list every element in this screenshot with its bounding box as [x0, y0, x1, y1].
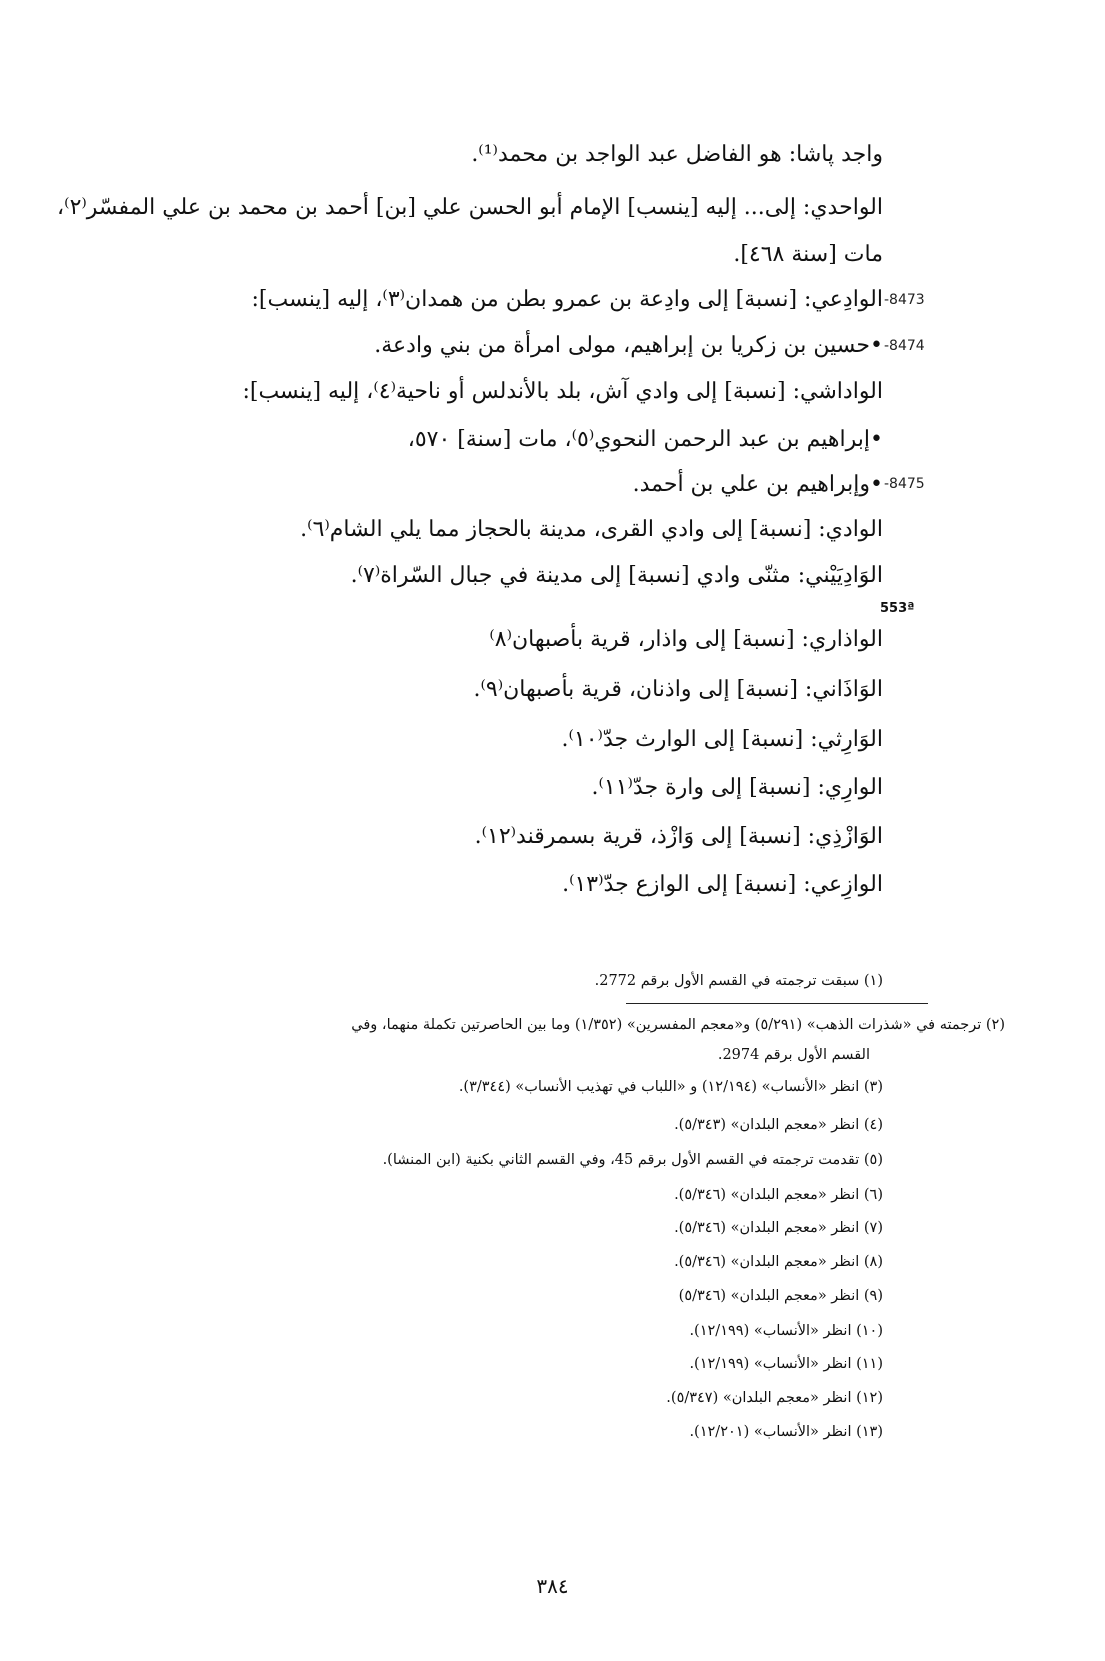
entry-line: الواذاري: [نسبة] إلى واذار، قرية بأصبهان⁽٨⁾	[489, 627, 883, 652]
entry-line: الوادِعي: [نسبة] إلى وادِعة بن عمرو بطن من همدان⁽٣⁾، إليه [ينسب]:	[251, 287, 883, 312]
entry-number: -8474	[884, 338, 925, 354]
entry-line: واجد پاشا: هو الفاضل عبد الواجد بن محمد⁽¹⁾.	[471, 142, 883, 167]
entry-line: مات [سنة ٤٦٨].	[733, 242, 883, 267]
entry-line: الوَاذَاني: [نسبة] إلى واذنان، قرية بأصبهان⁽٩⁾.	[473, 677, 883, 702]
footnote: (٥) تقدمت ترجمته في القسم الأول برقم 45، وفي القسم الثاني بكنية (ابن المنشا).	[382, 1152, 883, 1168]
entry-line: •إبراهيم بن عبد الرحمن النحوي⁽٥⁾، مات [سنة] ٥٧٠،	[407, 427, 883, 452]
footnote: (٦) انظر «معجم البلدان» (٥/٣٤٦).	[674, 1187, 883, 1203]
footnote: (٢) ترجمته في «شذرات الذهب» (٥/٢٩١) و«معجم المفسرين» (١/٣٥٢) وما بين الحاصرتين تكملة منهما، وفي	[351, 1017, 1005, 1033]
footnote: (٣) انظر «الأنساب» (١٢/١٩٤) و «اللباب في تهذيب الأنساب» (٣/٣٤٤).	[458, 1079, 883, 1095]
entry-line: الواحدي: إلى... إليه [ينسب] الإمام أبو الحسن علي [بن] أحمد بن محمد بن علي المفسّر⁽٢⁾،	[57, 195, 883, 220]
footnote: القسم الأول برقم 2974.	[717, 1047, 870, 1063]
footnote: (١٠) انظر «الأنساب» (١٢/١٩٩).	[689, 1323, 883, 1339]
footnote: (٤) انظر «معجم البلدان» (٥/٣٤٣).	[674, 1117, 883, 1133]
page-number: ٣٨٤	[536, 1574, 569, 1598]
entry-line: الوارِي: [نسبة] إلى وارة جدّ⁽١١⁾.	[591, 775, 883, 800]
entry-line: الوادي: [نسبة] إلى وادي القرى، مدينة بالحجاز مما يلي الشام⁽٦⁾.	[300, 517, 883, 542]
entry-number: -8473	[884, 292, 925, 308]
footnote: (٧) انظر «معجم البلدان» (٥/٣٤٦).	[674, 1220, 883, 1236]
footnote: (٨) انظر «معجم البلدان» (٥/٣٤٦).	[674, 1254, 883, 1270]
footnote: (١٣) انظر «الأنساب» (١٢/٢٠١).	[689, 1424, 883, 1440]
entry-line: الوازِعي: [نسبة] إلى الوازع جدّ⁽١٣⁾.	[562, 872, 883, 897]
entry-line: الواداشي: [نسبة] إلى وادي آش، بلد بالأندلس أو ناحية⁽٤⁾، إليه [ينسب]:	[242, 379, 883, 404]
entry-line: الوَازْذِي: [نسبة] إلى وَازْذ، قرية بسمرقند⁽١٢⁾.	[474, 824, 883, 849]
footnote: (٩) انظر «معجم البلدان» (٥/٣٤٦)	[678, 1288, 883, 1304]
footnote: (١٢) انظر «معجم البلدان» (٥/٣٤٧).	[666, 1390, 883, 1406]
footnote: (١١) انظر «الأنساب» (١٢/١٩٩).	[689, 1356, 883, 1372]
entry-line: •وإبراهيم بن علي بن أحمد.	[632, 472, 883, 497]
entry-line: •حسين بن زكريا بن إبراهيم، مولى امرأة من بني وادعة.	[374, 333, 883, 358]
entry-number: -8475	[884, 476, 925, 492]
entry-line: الوَارِثي: [نسبة] إلى الوارث جدّ⁽١٠⁾.	[561, 727, 883, 752]
folio-marker: 553ª	[880, 601, 915, 616]
footnote-divider	[626, 1003, 928, 1004]
footnote: (١) سبقت ترجمته في القسم الأول برقم 2772.	[594, 973, 883, 989]
entry-line: الوَادِيَيْني: مثنّى وادي [نسبة] إلى مدينة في جبال السّراة⁽٧⁾.	[350, 563, 883, 588]
